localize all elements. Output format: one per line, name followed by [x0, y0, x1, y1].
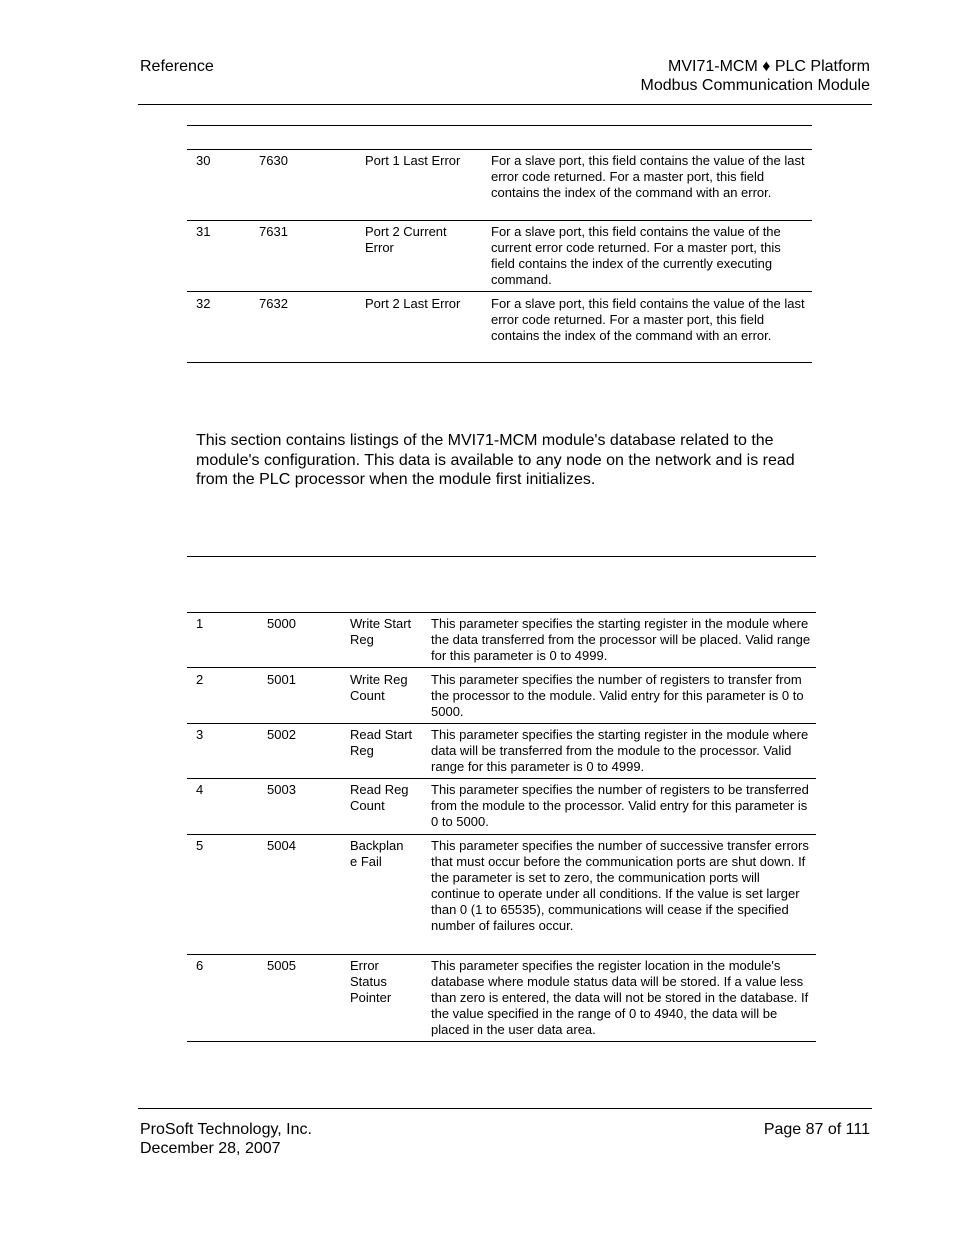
row-divider [187, 954, 816, 955]
row-address: 7632 [259, 296, 288, 311]
row-name: Write Reg Count [350, 672, 408, 703]
row-divider [187, 778, 816, 779]
row-description: For a slave port, this field contains the value of the current error code returned. For a master port, this field contains the index of the currently executing command. [491, 224, 781, 287]
table1-bottom-rule [187, 362, 812, 363]
row-address: 7630 [259, 153, 288, 168]
footer-page-number: Page 87 of 111 [763, 1121, 870, 1138]
intro-paragraph: This section contains listings of the MVI71-MCM module's database related to the module's configuration. This data is available to any node on the network and is read from the PLC processor when the module first initializes. [196, 432, 795, 488]
table1-top-rule [187, 125, 812, 126]
row-divider [187, 667, 816, 668]
row-address: 5000 [267, 616, 296, 631]
table2-bottom-rule [187, 1041, 816, 1042]
row-number: 30 [196, 153, 211, 168]
table1-header-rule [187, 149, 812, 150]
row-name: Read Start Reg [350, 727, 413, 758]
row-name: Backplane Fail [350, 838, 404, 869]
table2-header-rule [187, 612, 816, 613]
row-name: Port 1 Last Error [365, 153, 461, 168]
row-number: 1 [196, 616, 204, 631]
row-description: This parameter specifies the number of successive transfer errors that must occur before the communication ports are shut down. If the parameter is set to zero, the communication ports will continue to operate under all conditions. If the value is set larger than 0 (1 to 65535), communications will cease if the specified number of failures occur. [431, 838, 809, 933]
row-address: 5001 [267, 672, 296, 687]
header-module-title: Modbus Communication Module [640, 77, 870, 94]
row-description: This parameter specifies the starting register in the module where the data transferred from the processor will be placed. Valid range for this parameter is 0 to 4999. [431, 616, 811, 663]
row-address: 5002 [267, 727, 296, 742]
row-description: For a slave port, this field contains the value of the last error code returned. For a master port, this field contains the index of the command with an error. [491, 153, 805, 200]
row-number: 2 [196, 672, 204, 687]
footer-date: December 28, 2007 [140, 1140, 281, 1157]
row-number: 4 [196, 782, 204, 797]
row-address: 5005 [267, 958, 296, 973]
row-name: Write Start Reg [350, 616, 412, 647]
row-number: 5 [196, 838, 204, 853]
row-number: 31 [196, 224, 211, 239]
row-description: This parameter specifies the number of registers to transfer from the processor to the module. Valid entry for this parameter is 0 to 5000. [431, 672, 804, 719]
row-description: For a slave port, this field contains the value of the last error code returned. For a master port, this field contains the index of the command with an error. [491, 296, 805, 343]
row-divider [187, 834, 816, 835]
row-address: 5004 [267, 838, 296, 853]
row-address: 5003 [267, 782, 296, 797]
row-name: Port 2 Current Error [365, 224, 447, 255]
table2-top-rule [187, 556, 816, 557]
row-description: This parameter specifies the register location in the module's database where module status data will be stored. If a value less than zero is entered, the data will not be stored in the database. If the value specified in the range of 0 to 4940, the data will be placed in the user data area. [431, 958, 809, 1037]
row-divider [187, 220, 812, 221]
header-product-title: MVI71-MCM ♦ PLC Platform [668, 58, 870, 75]
row-number: 32 [196, 296, 211, 311]
row-description: This parameter specifies the number of registers to be transferred from the module to the processor. Valid entry for this parameter is 0 to 5000. [431, 782, 809, 829]
row-divider [187, 723, 816, 724]
footer-divider [138, 1108, 872, 1109]
row-name: Read Reg Count [350, 782, 409, 813]
header-divider [138, 104, 872, 105]
row-description: This parameter specifies the starting register in the module where data will be transferred from the module to the processor. Valid range for this parameter is 0 to 4999. [431, 727, 809, 774]
row-address: 7631 [259, 224, 288, 239]
row-divider [187, 291, 812, 292]
row-number: 6 [196, 958, 204, 973]
row-name: Error Status Pointer [350, 958, 392, 1005]
header-section-title: Reference [140, 58, 214, 75]
footer-company: ProSoft Technology, Inc. [140, 1121, 312, 1138]
row-number: 3 [196, 727, 204, 742]
row-name: Port 2 Last Error [365, 296, 461, 311]
